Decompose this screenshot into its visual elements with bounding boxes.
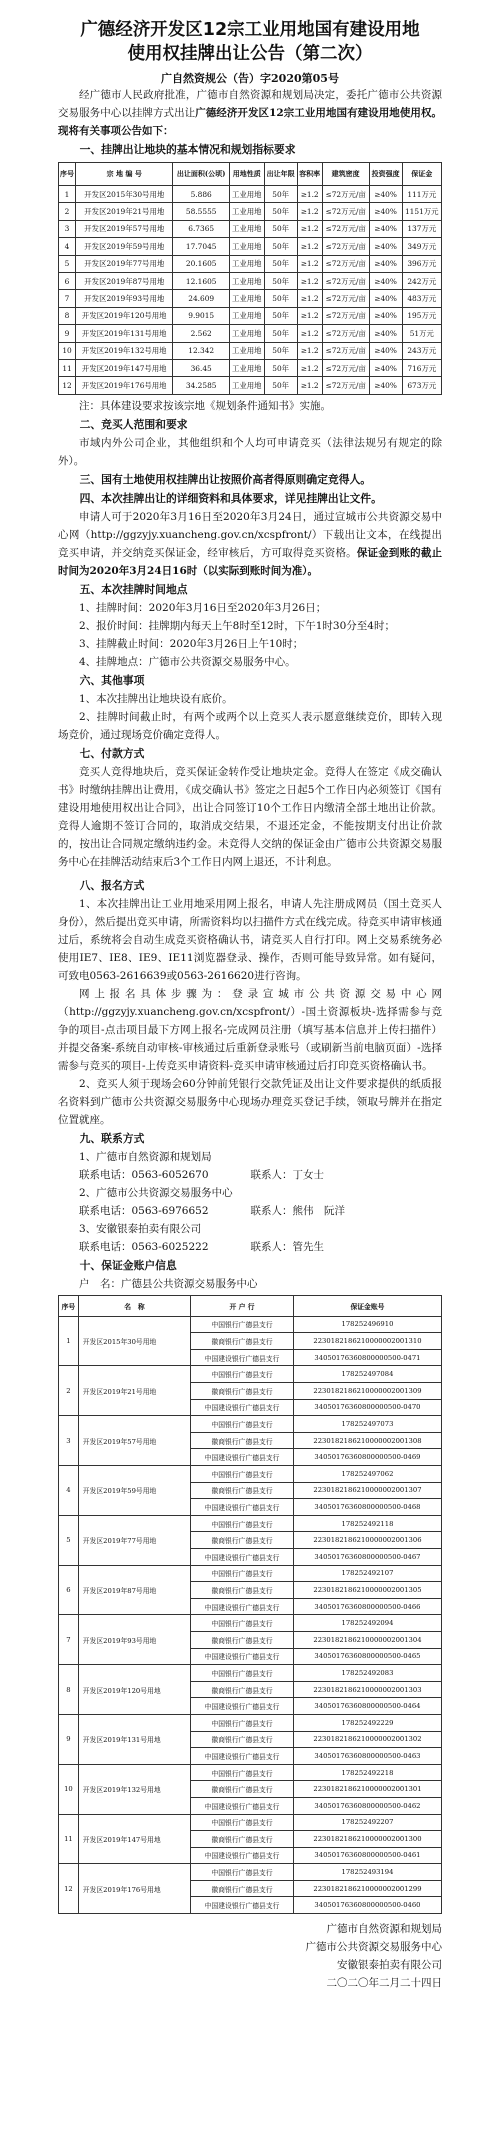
title-line-1: 广德经济开发区12宗工业用地国有建设用地 [80, 20, 420, 40]
table-cell: ≥40% [369, 272, 402, 289]
table-cell: 2 [59, 203, 76, 220]
deposit-row-number: 5 [59, 1515, 79, 1565]
table-cell: 50年 [264, 325, 297, 342]
contact-line-1 [58, 1166, 442, 1184]
deposit-parcel-name: 开发区2019年93号用地 [78, 1615, 190, 1665]
table-cell: 工业用地 [229, 272, 264, 289]
deposit-account-number: 2230182186210000002001307 [293, 1482, 441, 1499]
table-cell: ≤72万元/亩 [322, 325, 369, 342]
table-cell: ≥1.2 [297, 186, 322, 203]
table-cell: ≤72万元/亩 [322, 203, 369, 220]
deposit-bank: 中国建设银行广德县支行 [191, 1549, 294, 1566]
table-row [59, 1814, 442, 1831]
deposit-bank: 中国银行广德县支行 [191, 1615, 294, 1632]
table-cell: 工业用地 [229, 342, 264, 359]
table-cell: ≥1.2 [297, 220, 322, 237]
deposit-account-number: 34050176360800000500-0466 [293, 1598, 441, 1615]
table-cell: 工业用地 [229, 220, 264, 237]
table-row [59, 1665, 442, 1682]
table-cell: 2.562 [173, 325, 229, 342]
table-cell: 111万元 [402, 186, 441, 203]
deposit-account-number: 2230182186210000002001309 [293, 1383, 441, 1400]
table-cell: 开发区2019年57号用地 [76, 220, 173, 237]
table-cell: 开发区2019年120号用地 [76, 307, 173, 324]
deposit-bank: 中国建设银行广德县支行 [191, 1349, 294, 1366]
table-row [59, 1466, 442, 1483]
deposit-parcel-name: 开发区2019年147号用地 [78, 1814, 190, 1864]
account-name: 户 名：广德县公共资源交易服务中心 [79, 1277, 258, 1290]
deposit-account-number: 178252493194 [293, 1864, 441, 1881]
section-5-item: 1、挂牌时间：2020年3月16日至2020年3月26日； [79, 601, 327, 614]
deposit-bank: 中国银行广德县支行 [191, 1565, 294, 1582]
table-cell: 5.886 [173, 186, 229, 203]
deposit-bank: 中国银行广德县支行 [191, 1764, 294, 1781]
table-cell: ≤72万元/亩 [322, 377, 369, 394]
table-cell: 51万元 [402, 325, 441, 342]
deposit-row-number: 8 [59, 1665, 79, 1715]
section-8-heading: 八、报名方式 [79, 878, 145, 892]
deposit-table-header-cell: 名 称 [78, 1295, 190, 1316]
parcel-table-header-cell: 用地性质 [229, 163, 264, 186]
table-cell: 20.1605 [173, 255, 229, 272]
deposit-bank: 中国建设银行广德县支行 [191, 1748, 294, 1765]
table-cell: 12.342 [173, 342, 229, 359]
deposit-row-number: 1 [59, 1316, 79, 1366]
deposit-bank: 徽商银行广德县支行 [191, 1631, 294, 1648]
deposit-parcel-name: 开发区2019年87号用地 [78, 1565, 190, 1615]
table-cell: 50年 [264, 307, 297, 324]
deposit-row-number: 6 [59, 1565, 79, 1615]
signature-org-1: 广德市自然资源和规划局 [326, 1923, 442, 1936]
deposit-table-body [59, 1316, 442, 1913]
contact-person-3: 联系人：管先生 [250, 1240, 325, 1253]
deposit-parcel-name: 开发区2019年120号用地 [78, 1665, 190, 1715]
table-cell: 6.7365 [173, 220, 229, 237]
table-cell: ≤72万元/亩 [322, 272, 369, 289]
table-cell: 开发区2019年147号用地 [76, 359, 173, 376]
deposit-bank: 中国银行广德县支行 [191, 1416, 294, 1433]
intro-text-a: 经广德市人民政府批准，广德市自然资源和规划局决定，委托广德市公共资源交易服务中心以挂牌方式出让 [58, 89, 442, 119]
table-cell: 工业用地 [229, 377, 264, 394]
table-cell: 50年 [264, 238, 297, 255]
table-cell: 12.1605 [173, 272, 229, 289]
table-cell: 50年 [264, 203, 297, 220]
table-cell: ≤72万元/亩 [322, 238, 369, 255]
section-5-item: 4、挂牌地点：广德市公共资源交易服务中心。 [79, 655, 296, 668]
table-cell: 工业用地 [229, 290, 264, 307]
table-cell: 195万元 [402, 307, 441, 324]
table-row [59, 1714, 442, 1731]
table-cell: 5 [59, 255, 76, 272]
deposit-bank: 中国银行广德县支行 [191, 1864, 294, 1881]
table-note: 注：具体建设要求按该宗地《规划条件通知书》实施。 [79, 399, 331, 412]
deposit-row-number: 3 [59, 1416, 79, 1466]
table-row [59, 1416, 442, 1433]
table-row [59, 238, 442, 255]
table-cell: 673万元 [402, 377, 441, 394]
deposit-account-number: 2230182186210000002001308 [293, 1432, 441, 1449]
table-cell: 24.609 [173, 290, 229, 307]
deposit-account-number: 2230182186210000002001310 [293, 1333, 441, 1350]
contact-phone-3: 联系电话：0563-6025222 [79, 1240, 209, 1253]
table-cell: ≥40% [369, 203, 402, 220]
deposit-account-number: 178252492229 [293, 1714, 441, 1731]
deposit-account-number: 2230182186210000002001302 [293, 1731, 441, 1748]
parcel-table-header [59, 163, 442, 186]
section-4-heading: 四、本次挂牌出让的详细资料和具体要求，详见挂牌出让文件。 [79, 491, 382, 505]
deposit-bank: 中国建设银行广德县支行 [191, 1897, 294, 1914]
table-cell: ≥1.2 [297, 325, 322, 342]
deposit-bank: 徽商银行广德县支行 [191, 1432, 294, 1449]
table-cell: 242万元 [402, 272, 441, 289]
deposit-bank: 徽商银行广德县支行 [191, 1333, 294, 1350]
table-cell: ≥40% [369, 255, 402, 272]
contact-phone-1: 联系电话：0563-6052670 [79, 1168, 209, 1181]
table-row [59, 1615, 442, 1632]
section-2-heading: 二、竞买人范围和要求 [79, 417, 188, 431]
table-cell: ≤72万元/亩 [322, 342, 369, 359]
deposit-account-number: 34050176360800000500-0465 [293, 1648, 441, 1665]
table-cell: 716万元 [402, 359, 441, 376]
table-cell: 17.7045 [173, 238, 229, 255]
table-cell: ≥1.2 [297, 290, 322, 307]
table-cell: 开发区2019年132号用地 [76, 342, 173, 359]
deposit-parcel-name: 开发区2019年57号用地 [78, 1416, 190, 1466]
table-row [59, 325, 442, 342]
table-cell: ≥1.2 [297, 272, 322, 289]
deposit-bank: 中国建设银行广德县支行 [191, 1847, 294, 1864]
deposit-bank: 中国建设银行广德县支行 [191, 1449, 294, 1466]
deposit-bank: 中国建设银行广德县支行 [191, 1399, 294, 1416]
deposit-row-number: 9 [59, 1714, 79, 1764]
deposit-parcel-name: 开发区2019年176号用地 [78, 1864, 190, 1914]
deposit-account-number: 34050176360800000500-0460 [293, 1897, 441, 1914]
table-cell: ≤72万元/亩 [322, 359, 369, 376]
deposit-account-number: 34050176360800000500-0462 [293, 1797, 441, 1814]
deposit-account-number: 178252497073 [293, 1416, 441, 1433]
contact-phone-2: 联系电话：0563-6976652 [79, 1204, 209, 1217]
contact-person-2: 联系人：熊伟 阮洋 [250, 1204, 346, 1217]
table-row [59, 1764, 442, 1781]
deposit-account-number: 178252497062 [293, 1466, 441, 1483]
section-4-body [58, 508, 442, 580]
table-cell: 50年 [264, 290, 297, 307]
deposit-bank: 徽商银行广德县支行 [191, 1831, 294, 1848]
deposit-parcel-name: 开发区2019年77号用地 [78, 1515, 190, 1565]
table-cell: 工业用地 [229, 359, 264, 376]
deposit-bank: 中国银行广德县支行 [191, 1814, 294, 1831]
deposit-table-header-cell: 序号 [59, 1295, 79, 1316]
deposit-account-number: 2230182186210000002001303 [293, 1681, 441, 1698]
deposit-account-number: 2230182186210000002001306 [293, 1532, 441, 1549]
table-cell: ≥40% [369, 342, 402, 359]
deposit-parcel-name: 开发区2015年30号用地 [78, 1316, 190, 1366]
table-cell: 工业用地 [229, 238, 264, 255]
table-cell: 开发区2019年77号用地 [76, 255, 173, 272]
deposit-account-number: 2230182186210000002001301 [293, 1781, 441, 1798]
deposit-bank: 中国银行广德县支行 [191, 1714, 294, 1731]
deposit-bank: 中国建设银行广德县支行 [191, 1797, 294, 1814]
table-cell: ≥1.2 [297, 238, 322, 255]
table-row [59, 377, 442, 394]
table-cell: 50年 [264, 272, 297, 289]
table-cell: 10 [59, 342, 76, 359]
table-cell: ≤72万元/亩 [322, 307, 369, 324]
table-cell: ≥1.2 [297, 307, 322, 324]
deposit-account-number: 34050176360800000500-0467 [293, 1549, 441, 1566]
deposit-bank: 中国银行广德县支行 [191, 1665, 294, 1682]
table-cell: 50年 [264, 342, 297, 359]
deposit-bank: 徽商银行广德县支行 [191, 1383, 294, 1400]
deposit-bank: 中国建设银行广德县支行 [191, 1648, 294, 1665]
table-row [59, 1316, 442, 1333]
table-cell: 开发区2019年131号用地 [76, 325, 173, 342]
deposit-bank: 中国银行广德县支行 [191, 1366, 294, 1383]
deposit-account-number: 34050176360800000500-0463 [293, 1748, 441, 1765]
table-cell: 243万元 [402, 342, 441, 359]
deposit-account-number: 2230182186210000002001300 [293, 1831, 441, 1848]
deposit-account-table [58, 1295, 442, 1914]
deposit-account-number: 178252492218 [293, 1764, 441, 1781]
table-cell: 58.5555 [173, 203, 229, 220]
table-cell: 12 [59, 377, 76, 394]
deposit-parcel-name: 开发区2019年132号用地 [78, 1764, 190, 1814]
deposit-account-number: 2230182186210000002001299 [293, 1880, 441, 1897]
deposit-bank: 中国建设银行广德县支行 [191, 1598, 294, 1615]
title-line-2: 使用权挂牌出让公告（第二次） [127, 44, 373, 64]
parcel-table-header-cell: 宗 地 编 号 [76, 163, 173, 186]
table-row [59, 203, 442, 220]
deposit-account-number: 34050176360800000500-0464 [293, 1698, 441, 1715]
deposit-bank: 徽商银行广德县支行 [191, 1781, 294, 1798]
contact-org-2: 2、广德市公共资源交易服务中心 [79, 1186, 233, 1199]
table-cell: 34.2585 [173, 377, 229, 394]
deposit-account-number: 2230182186210000002001304 [293, 1631, 441, 1648]
table-cell: 3 [59, 220, 76, 237]
section-5-heading: 五、本次挂牌时间地点 [79, 582, 188, 596]
deposit-account-number: 34050176360800000500-0470 [293, 1399, 441, 1416]
deposit-table-header [59, 1295, 442, 1316]
table-cell: 1 [59, 186, 76, 203]
table-cell: 50年 [264, 359, 297, 376]
deposit-parcel-name: 开发区2019年21号用地 [78, 1366, 190, 1416]
deposit-table-header-cell: 保证金账号 [293, 1295, 441, 1316]
deposit-parcel-name: 开发区2019年59号用地 [78, 1466, 190, 1516]
deposit-bank: 徽商银行广德县支行 [191, 1482, 294, 1499]
deposit-bank: 中国银行广德县支行 [191, 1515, 294, 1532]
table-cell: 工业用地 [229, 203, 264, 220]
deposit-row-number: 10 [59, 1764, 79, 1814]
table-cell: 开发区2019年176号用地 [76, 377, 173, 394]
section-2-body: 市域内外公司企业，其他组织和个人均可申请竞买（法律法规另有规定的除外）。 [58, 436, 442, 467]
deposit-account-number: 34050176360800000500-0461 [293, 1847, 441, 1864]
table-row [59, 1366, 442, 1383]
parcel-table-body [59, 186, 442, 395]
intro-paragraph [58, 86, 442, 140]
table-cell: 483万元 [402, 290, 441, 307]
deposit-account-number: 34050176360800000500-0471 [293, 1349, 441, 1366]
deposit-account-number: 2230182186210000002001305 [293, 1582, 441, 1599]
table-cell: 36.45 [173, 359, 229, 376]
intro-text-b: 广德经济开发区12宗工业用地国有建设用地 [195, 107, 400, 119]
deposit-row-number: 11 [59, 1814, 79, 1864]
parcel-table [58, 162, 442, 395]
deposit-bank: 徽商银行广德县支行 [191, 1532, 294, 1549]
table-cell: 9.9015 [173, 307, 229, 324]
table-cell: 开发区2019年59号用地 [76, 238, 173, 255]
signature-org-3: 安徽银泰拍卖有限公司 [337, 1959, 442, 1972]
contact-org-1: 1、广德市自然资源和规划局 [79, 1150, 212, 1163]
table-cell: ≥1.2 [297, 377, 322, 394]
table-row [59, 255, 442, 272]
table-row [59, 1515, 442, 1532]
table-row [59, 359, 442, 376]
section-4-body-a: 申请人可于2020年3月16日至2020年3月24日，通过宣城市公共资源交易中心网（http://ggzyjy.xuancheng.gov.cn/xcspfront/）下载出让文本，在线提出竞买申请，并交纳竞买保证金，经审核后，方可取得竞买资格。 [58, 510, 442, 559]
table-cell: 50年 [264, 186, 297, 203]
section-3-heading: 三、国有土地使用权挂牌出让按照价高者得原则确定竞得人。 [79, 472, 372, 486]
signature-block [58, 1920, 442, 1992]
deposit-account-number: 34050176360800000500-0469 [293, 1449, 441, 1466]
table-cell: 137万元 [402, 220, 441, 237]
table-cell: 50年 [264, 255, 297, 272]
parcel-table-header-cell: 出让年限 [264, 163, 297, 186]
table-cell: ≤72万元/亩 [322, 255, 369, 272]
table-cell: 开发区2015年30号用地 [76, 186, 173, 203]
table-cell: ≥1.2 [297, 203, 322, 220]
table-cell: ≤72万元/亩 [322, 290, 369, 307]
table-row [59, 342, 442, 359]
table-cell: ≥1.2 [297, 359, 322, 376]
contact-line-3 [58, 1238, 442, 1256]
parcel-table-header-cell: 出让面积(公顷) [173, 163, 229, 186]
table-cell: 4 [59, 238, 76, 255]
deposit-bank: 中国建设银行广德县支行 [191, 1499, 294, 1516]
table-cell: 开发区2019年93号用地 [76, 290, 173, 307]
section-6-item: 2、挂牌时间截止时，有两个或两个以上竞买人表示愿意继续竞价，即转入现场竞价，通过现场竞价确定竞得人。 [58, 710, 442, 741]
table-cell: ≥40% [369, 186, 402, 203]
deposit-bank: 中国银行广德县支行 [191, 1316, 294, 1333]
table-cell: 6 [59, 272, 76, 289]
section-6-item: 1、本次挂牌出让地块设有底价。 [79, 692, 233, 705]
table-cell: ≥1.2 [297, 255, 322, 272]
section-9-heading: 九、联系方式 [79, 1131, 145, 1145]
deposit-account-number: 178252492118 [293, 1515, 441, 1532]
section-7-heading: 七、付款方式 [79, 746, 145, 760]
parcel-table-header-cell: 投资强度 [369, 163, 402, 186]
section-8-p3: 2、竞买人须于现场会60分钟前凭银行交款凭证及出让文件要求提供的纸质报名资料到广德市公共资源交易服务中心现场办理竞买登记手续，领取号牌并在指定位置就座。 [58, 1077, 442, 1126]
contact-person-1: 联系人：丁女士 [250, 1168, 325, 1181]
table-cell: 349万元 [402, 238, 441, 255]
deposit-account-number: 178252492107 [293, 1565, 441, 1582]
table-cell: 9 [59, 325, 76, 342]
table-cell: 396万元 [402, 255, 441, 272]
page-title [58, 0, 442, 66]
section-4-body-b: 保证金到账的截止时间为2020年3月24日16时（以实际到账时间为准）。 [58, 546, 443, 577]
deposit-bank: 徽商银行广德县支行 [191, 1731, 294, 1748]
table-cell: 工业用地 [229, 325, 264, 342]
deposit-bank: 徽商银行广德县支行 [191, 1681, 294, 1698]
table-cell: ≥40% [369, 359, 402, 376]
contact-org-3: 3、安徽银泰拍卖有限公司 [79, 1222, 202, 1235]
signature-org-2: 广德市公共资源交易服务中心 [305, 1941, 442, 1954]
parcel-table-header-cell: 保证金 [402, 163, 441, 186]
table-cell: 工业用地 [229, 307, 264, 324]
deposit-bank: 中国建设银行广德县支行 [191, 1698, 294, 1715]
table-row [59, 1565, 442, 1582]
table-cell: 开发区2019年87号用地 [76, 272, 173, 289]
deposit-parcel-name: 开发区2019年131号用地 [78, 1714, 190, 1764]
section-8-p1: 1、本次挂牌出让工业用地采用网上报名，申请人先注册成网员（国土竞买人身份），然后提出竞买申请，所需资料均以扫描件方式在线完成。待竞买申请审核通过后，系统将会自动生成竞买资格确认书，请竞买人自行打印。网上交易系统务必使用IE7、IE8、IE9、IE11浏览器登录、操作，否则可能导致异常。如有疑问，可致电0563-2616639或0563-2616620进行咨询。 [58, 897, 442, 982]
table-cell: ≥40% [369, 238, 402, 255]
table-cell: 工业用地 [229, 255, 264, 272]
signature-date: 二〇二〇年二月二十四日 [326, 1977, 442, 1990]
document-number: 广自然资规公（告）字2020第05号 [161, 72, 339, 85]
deposit-account-number: 178252492094 [293, 1615, 441, 1632]
deposit-account-number: 34050176360800000500-0468 [293, 1499, 441, 1516]
section-8-p2: 网上报名具体步骤为：登录宣城市公共资源交易中心网（http://ggzyjy.xuancheng.gov.cn/xcspfront/）-国土资源板块-选择需参与竞争的项目-点击项目最下方网上报名-完成网员注册（填写基本信息并上传扫描件）并提交备案-系统自动审核-审核通过后重新登录账号（或刷新当前电脑页面）-选择需参与竞买的项目-上传竞买申请资料-竞买申请审核通过后打印竞买资格确认书。 [58, 987, 442, 1072]
table-row [59, 1864, 442, 1881]
deposit-table-header-cell: 开 户 行 [191, 1295, 294, 1316]
deposit-account-number: 178252492207 [293, 1814, 441, 1831]
deposit-bank: 徽商银行广德县支行 [191, 1582, 294, 1599]
table-row [59, 290, 442, 307]
deposit-row-number: 4 [59, 1466, 79, 1516]
table-cell: 7 [59, 290, 76, 307]
table-cell: ≥40% [369, 307, 402, 324]
section-1-heading: 一、挂牌出让地块的基本情况和规划指标要求 [79, 143, 296, 156]
table-cell: ≥40% [369, 290, 402, 307]
deposit-bank: 徽商银行广德县支行 [191, 1880, 294, 1897]
deposit-row-number: 7 [59, 1615, 79, 1665]
table-row [59, 220, 442, 237]
table-cell: 11 [59, 359, 76, 376]
table-cell: 8 [59, 307, 76, 324]
table-cell: ≥40% [369, 220, 402, 237]
section-5-item: 2、报价时间：挂牌期内每天上午8时至12时，下午1时30分至4时； [79, 619, 395, 632]
deposit-account-number: 178252496910 [293, 1316, 441, 1333]
table-cell: ≥40% [369, 377, 402, 394]
table-row [59, 272, 442, 289]
table-cell: ≤72万元/亩 [322, 186, 369, 203]
deposit-row-number: 12 [59, 1864, 79, 1914]
table-row [59, 307, 442, 324]
section-5-item: 3、挂牌截止时间：2020年3月26日上午10时； [79, 637, 304, 650]
section-10-heading: 十、保证金账户信息 [79, 1258, 177, 1272]
table-cell: 50年 [264, 377, 297, 394]
table-cell: 50年 [264, 220, 297, 237]
table-cell: 工业用地 [229, 186, 264, 203]
deposit-account-number: 178252492083 [293, 1665, 441, 1682]
intro-text-c: 使用权。现将有关事项公告如下： [58, 107, 443, 137]
table-cell: 开发区2019年21号用地 [76, 203, 173, 220]
table-cell: ≥1.2 [297, 342, 322, 359]
table-cell: ≥40% [369, 325, 402, 342]
parcel-table-header-cell: 容积率 [297, 163, 322, 186]
deposit-bank: 中国银行广德县支行 [191, 1466, 294, 1483]
deposit-account-number: 178252497084 [293, 1366, 441, 1383]
section-6-heading: 六、其他事项 [79, 673, 145, 687]
parcel-table-header-cell: 建筑密度 [322, 163, 369, 186]
table-cell: 1151万元 [402, 203, 441, 220]
section-7-body: 竞买人竞得地块后，竞买保证金转作受让地块定金。竞得人在签定《成交确认书》时缴纳挂牌出让费用，《成交确认书》签定之日起5个工作日内必须签订《国有建设用地使用权出让合同》，出让合同签订10个工作日内缴清全部土地出让价款。竞得人逾期不签订合同的，取消成交结果，不退还定金，不能按期支付出让价款的，按出让合同规定缴纳违约金。未竞得人交纳的保证金由广德市公共资源交易服务中心在挂牌活动结束后3个工作日内网上退还，不计利息。 [58, 765, 442, 868]
deposit-row-number: 2 [59, 1366, 79, 1416]
table-cell: ≤72万元/亩 [322, 220, 369, 237]
contact-line-2 [58, 1202, 442, 1220]
parcel-table-header-cell: 序号 [59, 163, 76, 186]
table-row [59, 186, 442, 203]
